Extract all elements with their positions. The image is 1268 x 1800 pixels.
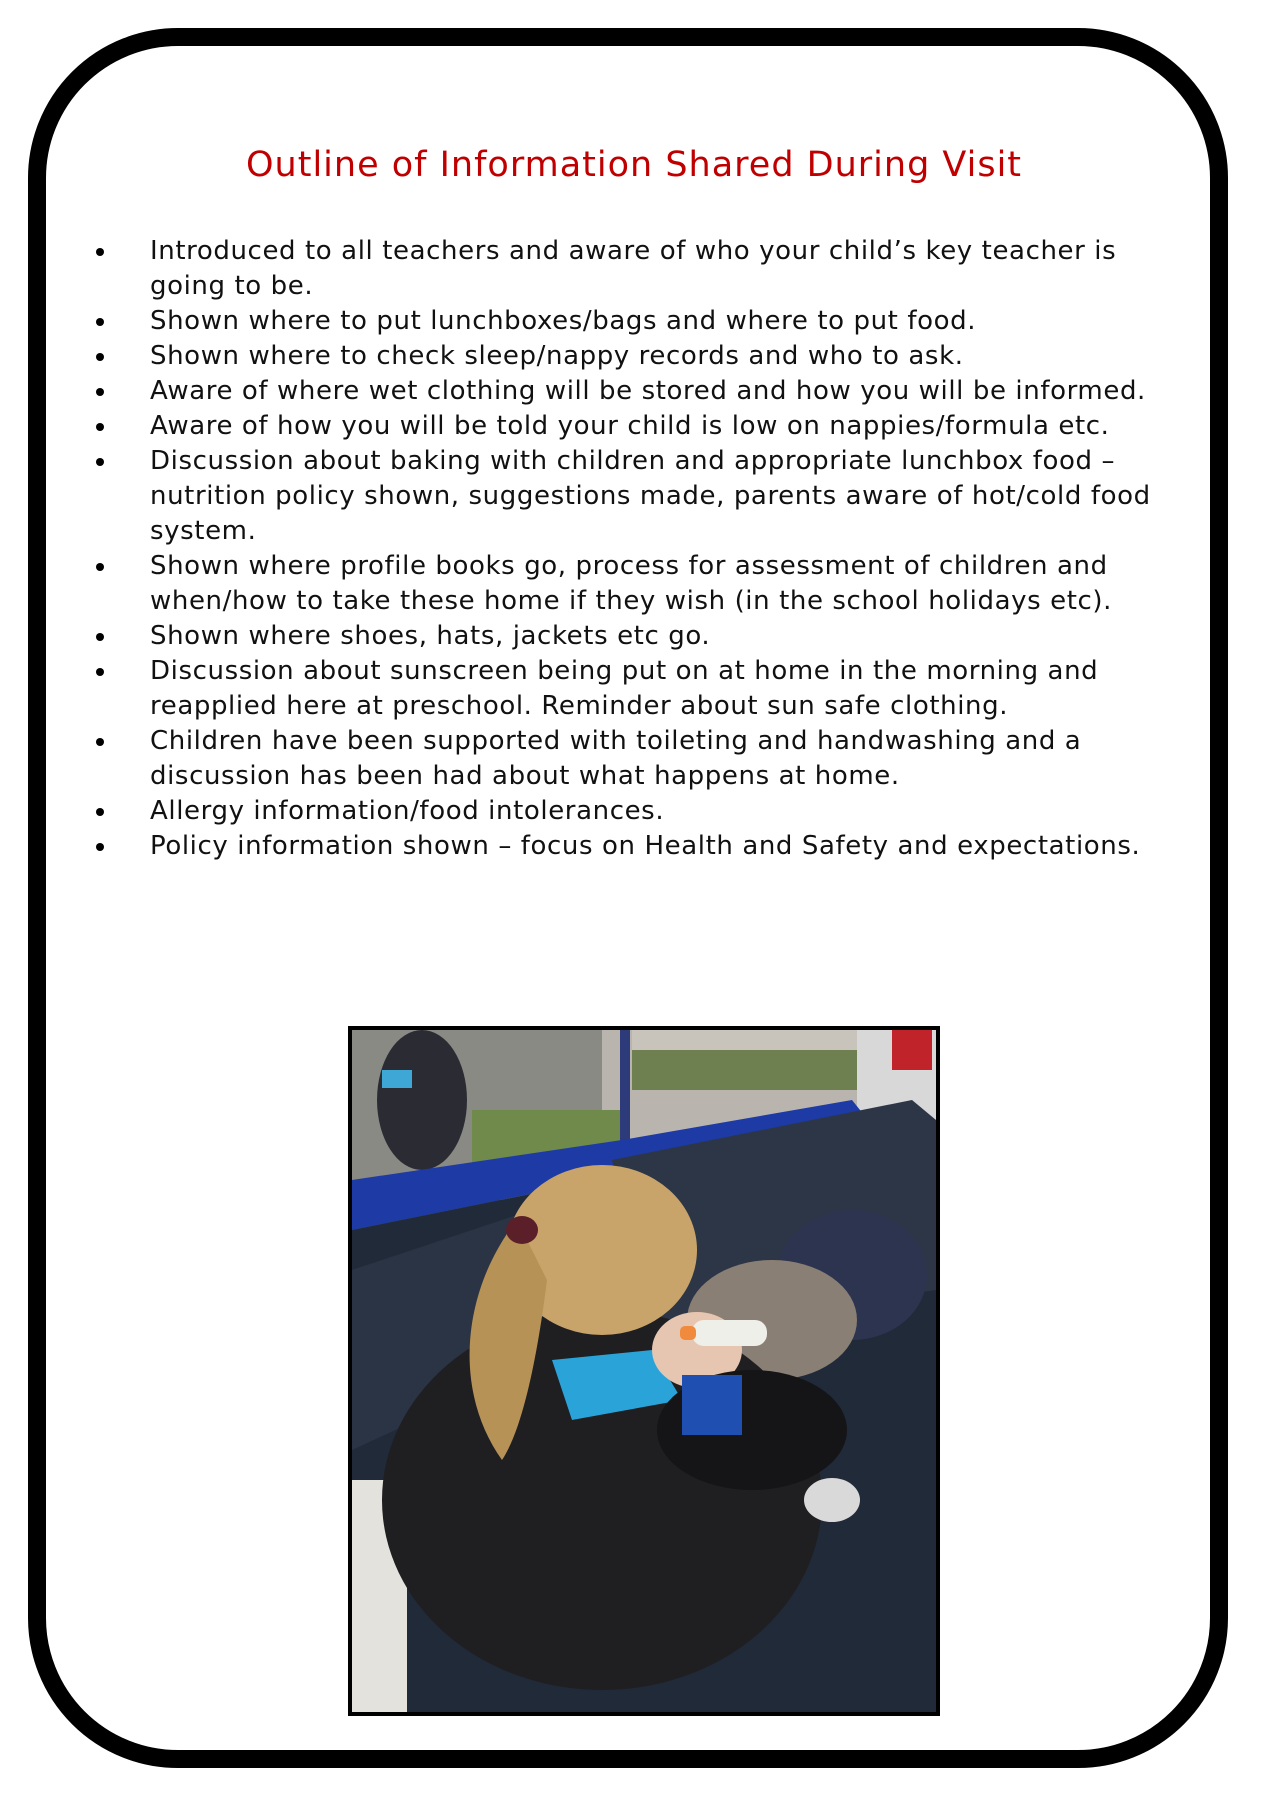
bullet-dot	[96, 353, 104, 361]
bullet-text: Allergy information/food intolerances.	[150, 796, 665, 826]
bullet-dot	[96, 668, 104, 676]
red-toy	[892, 1030, 932, 1070]
bullet-item-policy	[96, 829, 1186, 864]
bullet-text: Shown where to check sleep/nappy records and who to ask.	[150, 341, 964, 371]
garden-plants	[632, 1050, 862, 1090]
bullet-item-wet-clothing	[96, 374, 1186, 409]
bullet-item-sleep-records	[96, 339, 1186, 374]
photo-illustration	[352, 1030, 936, 1712]
bullet-dot	[96, 808, 104, 816]
hair-scrunchie	[506, 1216, 538, 1244]
bullet-text: Children have been supported with toileting and handwashing and a discussion has been had about what happens at home.	[150, 726, 1082, 791]
bullet-text: Discussion about sunscreen being put on at home in the morning and reapplied here at preschool. Reminder about sun safe clothing.	[150, 656, 1099, 721]
bullet-dot	[96, 318, 104, 326]
reflection-figure-top	[382, 1070, 412, 1088]
photo-teacher-feeding-baby	[348, 1026, 940, 1716]
baby-bottle	[692, 1320, 767, 1346]
bullet-text: Policy information shown – focus on Health and Safety and expectations.	[150, 831, 1141, 861]
bullet-item-profile-books	[96, 549, 1186, 619]
bullet-text: Shown where profile books go, process for assessment of children and when/how to take these home if they wish (in the school holidays etc).	[150, 551, 1112, 616]
bullet-item-nappies-formula	[96, 409, 1186, 444]
bullet-text: Shown where to put lunchboxes/bags and where to put food.	[150, 306, 977, 336]
bullet-dot	[96, 248, 104, 256]
bottle-teat	[680, 1326, 696, 1340]
bullet-item-shoes-hats	[96, 619, 1186, 654]
bullet-text: Discussion about baking with children and appropriate lunchbox food – nutrition policy shown, suggestions made, parents aware of hot/cold food system.	[150, 446, 1151, 546]
bullet-item-toileting	[96, 724, 1186, 794]
bullet-text: Aware of where wet clothing will be stored and how you will be informed.	[150, 376, 1146, 406]
bullet-dot	[96, 563, 104, 571]
bullet-dot	[96, 633, 104, 641]
baby-sock	[804, 1478, 860, 1522]
bullet-item-lunchboxes	[96, 304, 1186, 339]
bullet-item-sunscreen	[96, 654, 1186, 724]
bullet-dot	[96, 388, 104, 396]
bullet-dot	[96, 843, 104, 851]
bullet-text: Shown where shoes, hats, jackets etc go.	[150, 621, 711, 651]
info-bullet-list	[96, 234, 1186, 864]
bullet-item-key-teacher	[96, 234, 1186, 304]
bullet-item-allergy	[96, 794, 1186, 829]
baby-blue-top	[682, 1375, 742, 1435]
page-title: Outline of Information Shared During Visit	[245, 145, 1023, 185]
bullet-dot	[96, 423, 104, 431]
bullet-item-nutrition	[96, 444, 1186, 549]
bullet-dot	[96, 738, 104, 746]
bullet-text: Introduced to all teachers and aware of who your child’s key teacher is going to be.	[150, 236, 1117, 301]
reflection-figure	[377, 1030, 467, 1170]
bullet-dot	[96, 458, 104, 466]
bullet-text: Aware of how you will be told your child is low on nappies/formula etc.	[150, 411, 1110, 441]
